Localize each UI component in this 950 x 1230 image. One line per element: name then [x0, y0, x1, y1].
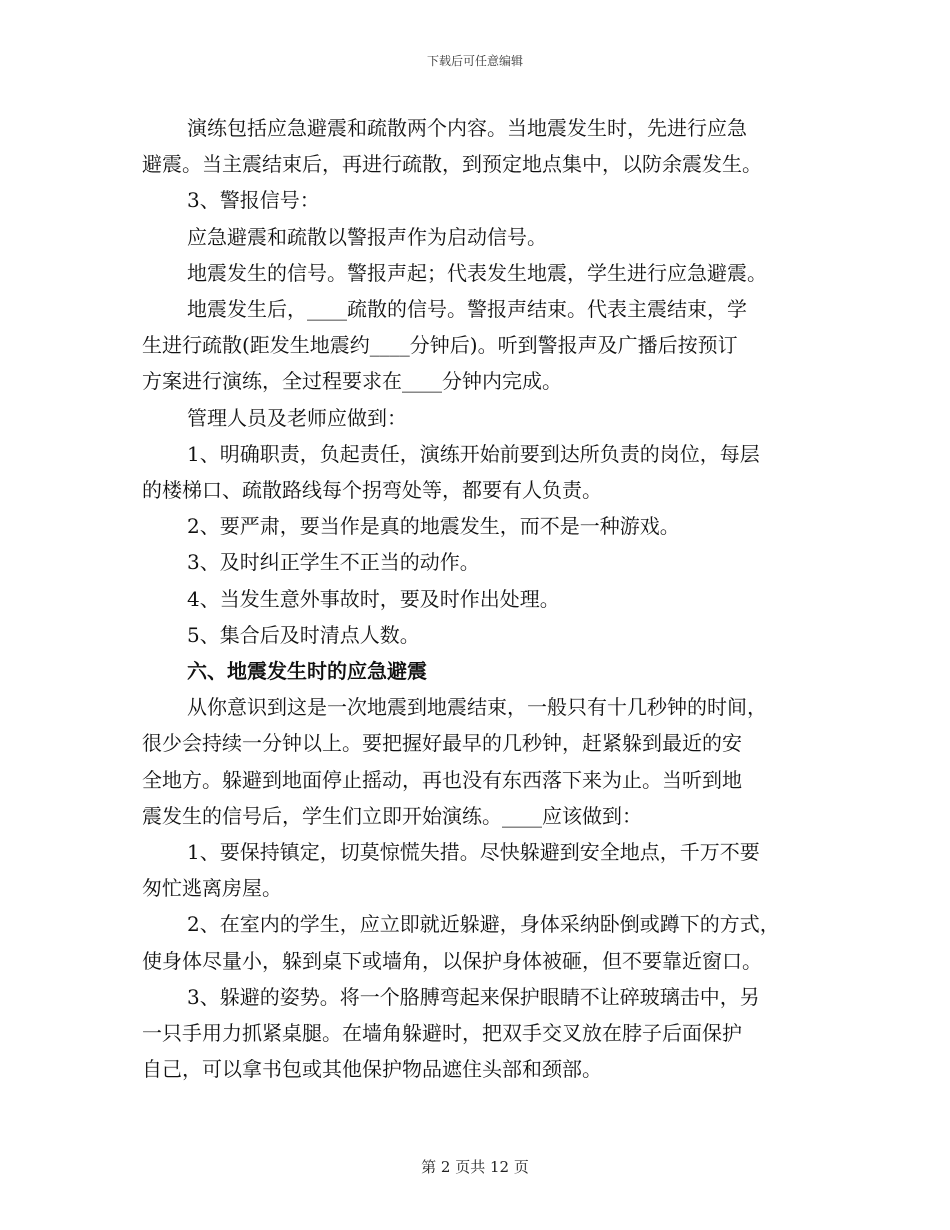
section-heading: 六、地震发生时的应急避震 [187, 659, 427, 684]
text-line: 地震发生的信号。警报声起；代表发生地震，学生进行应急避震。 [187, 260, 767, 285]
text-line: 1、要保持镇定，切莫惊慌失措。尽快躲避到安全地点，千万不要 [187, 840, 760, 865]
text-line: 管理人员及老师应做到： [187, 405, 407, 430]
page-footer: 第 2 页共 12 页 [421, 1158, 529, 1176]
text-line: 的楼梯口、疏散路线每个拐弯处等，都要有人负责。 [142, 478, 602, 503]
text-line: 地震发生后，____疏散的信号。警报声结束。代表主震结束，学 [187, 297, 747, 322]
text-line: 使身体尽量小，躲到桌下或墙角，以保护身体被砸，但不要靠近窗口。 [142, 948, 762, 973]
text-line: 3、躲避的姿势。将一个胳膊弯起来保护眼睛不让碎玻璃击中，另 [187, 984, 760, 1009]
text-line: 一只手用力抓紧桌腿。在墙角躲避时，把双手交叉放在脖子后面保护 [142, 1021, 742, 1046]
text-line: 演练包括应急避震和疏散两个内容。当地震发生时，先进行应急 [187, 116, 747, 140]
text-line: 应急避震和疏散以警报声作为启动信号。 [187, 224, 547, 249]
text-line: 避震。当主震结束后，再进行疏散，到预定地点集中，以防余震发生。 [142, 152, 762, 177]
text-line: 2、在室内的学生，应立即就近躲避，身体采纳卧倒或蹲下的方式， [187, 912, 780, 937]
text-line: 全地方。躲避到地面停止摇动，再也没有东西落下来为止。当听到地 [142, 767, 742, 792]
page-header: 下载后可任意编辑 [426, 54, 523, 68]
text-line: 3、及时纠正学生不正当的动作。 [187, 550, 480, 575]
text-line: 1、明确职责，负起责任，演练开始前要到达所负责的岗位，每层 [187, 441, 760, 466]
document-body [142, 110, 817, 1087]
text-line: 从你意识到这是一次地震到地震结束，一般只有十几秒钟的时间， [187, 695, 767, 720]
text-line: 匆忙逃离房屋。 [142, 876, 282, 901]
text-line: 生进行疏散(距发生地震约____分钟后)。听到警报声及广播后按预订 [142, 333, 738, 358]
text-line: 方案进行演练，全过程要求在____分钟内完成。 [142, 369, 562, 394]
text-line: 震发生的信号后，学生们立即开始演练。____应该做到： [142, 803, 642, 828]
text-line: 3、警报信号： [187, 188, 320, 213]
text-line: 很少会持续一分钟以上。要把握好最早的几秒钟，赶紧躲到最近的安 [142, 731, 742, 756]
text-line: 5、集合后及时清点人数。 [187, 622, 420, 647]
text-line: 自己，可以拿书包或其他保护物品遮住头部和颈部。 [142, 1057, 602, 1082]
text-line: 4、当发生意外事故时，要及时作出处理。 [187, 586, 560, 611]
text-line: 2、要严肃，要当作是真的地震发生，而不是一种游戏。 [187, 514, 680, 539]
